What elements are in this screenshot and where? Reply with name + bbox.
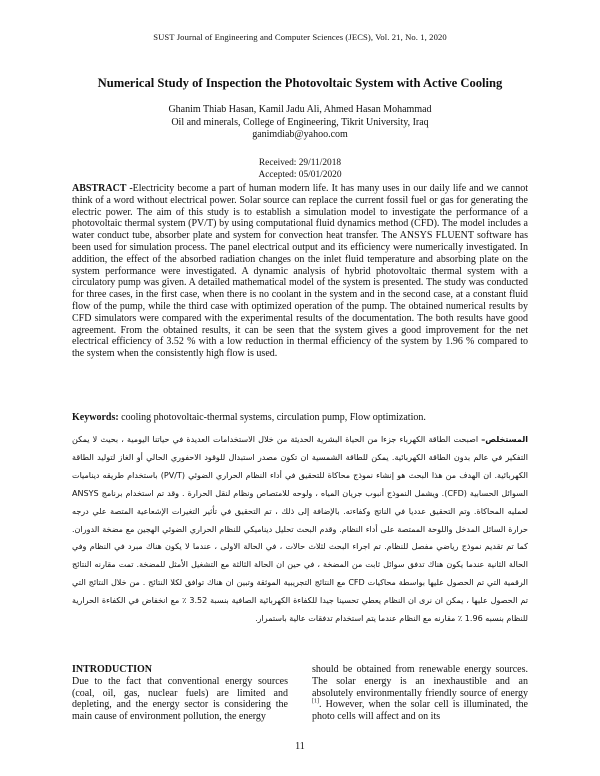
keywords-text: cooling photovoltaic-thermal systems, circulation pump, Flow optimization.	[118, 412, 426, 423]
author-affiliation: Oil and minerals, College of Engineering, Tikrit University, Iraq	[171, 116, 429, 128]
intro-right-text-2: . However, when the solar cell is illuminated, the photo cells will affect and on its	[312, 699, 528, 723]
intro-left-text: Due to the fact that conventional energy sources (coal, oil, gas, nuclear fuels) are limited and depleting, and the energy sector is considering the main cause of environment pollution, the energy	[72, 675, 288, 723]
citation-ref[interactable]: [1]	[312, 699, 319, 706]
journal-header: SUST Journal of Engineering and Computer Sciences (JECS), Vol. 21, No. 1, 2020	[153, 32, 447, 42]
author-block	[90, 104, 510, 142]
paper-title: Numerical Study of Inspection the Photovoltaic System with Active Cooling	[97, 76, 503, 90]
arabic-abstract	[72, 431, 528, 628]
received-date: Received: 29/11/2018	[258, 158, 342, 168]
abstract	[72, 183, 528, 360]
keywords	[72, 412, 528, 424]
intro-right-column	[312, 664, 528, 723]
keywords-label: Keywords:	[72, 412, 119, 423]
abstract-label: ABSTRACT -	[72, 183, 133, 194]
arabic-abstract-label: المستخلص–	[481, 435, 528, 444]
intro-left-column	[72, 664, 288, 723]
accepted-date: Accepted: 05/01/2020	[258, 170, 342, 180]
abstract-text: Electricity become a part of human modern life. It has many uses in our daily life and we cannot think of a word without electrical power. Solar source can replace the current fossil fuel or gas for generating the electric power. The aim of this study is to establish a simulation model to investigate the performance of a photovoltaic thermal system (PV/T) by using computational fluid dynamics method (CFD). The model includes a water conduct tube, absorber plate and system for convection heat transfer. The ANSYS FLUENT software has been used for simulation process. The panel electrical output and its efficiency were numerically investigated. In addition, the effect of the absorbed radiation changes on the inlet fluid temperature and absorbing plate on the system performance were investigated. A dynamic analysis of hybrid photovoltaic thermal system with a circulatory pump was given. A detailed mathematical model of the system is presented. The study was conducted for three cases, in the first case, when there is no coolant in the system and in the second case, at a constant fluid flow of the pump, while the third case with optimized operation of the pump. The obtained numerical results by CFD simulators were compared with the experimental results of the documentation. The both results have good agreement. From the obtained results, it can be seen that the system gives a good improvement for the net electrical efficiency of 3.52 % with a low reduction in thermal efficiency of the system by 1.96 % compared to the system when the consistently high flow is used.	[72, 183, 529, 360]
introduction-heading: INTRODUCTION	[72, 664, 153, 675]
author-email: ganimdiab@yahoo.com	[252, 129, 348, 140]
page-number: 11	[295, 741, 305, 752]
date-block	[180, 157, 420, 181]
author-names: Ghanim Thiab Hasan, Kamil Jadu Ali, Ahmed Hasan Mohammad	[168, 104, 432, 115]
intro-right-text-1: should be obtained from renewable energy sources. The solar energy is an inexhaustible and an absolutely environmentally friendly source of energy	[312, 664, 528, 699]
arabic-abstract-text: اصبحت الطاقة الكهرباء جزءا من الحياة البشرية الحديثة من خلال الاستخدامات العديدة في حياتنا اليومية ، بحيث لا يمكن التفكير في عالم بدون الطاقة الكهربائية. يمكن للطاقة الشمسية ان تكون مصدر استبدال للوقود الاحفوري الحالي أو الغاز لتوليد الطاقة الكهربائية. ان الهدف من هذا البحث هو إنشاء نموذج محاكاة للتحقيق في أداء النظام الحراري الضوئي (PV/T) باستخدام طريقه ديناميات السوائل الحسابية (CFD). ويشمل النموذج أنبوب جريان المياه ، ولوحه للامتصاص ونظام لنقل الحرارة . وقد تم استخدام برنامج ANSYS لعمليه المحاكاة. وتم التحقيق عدديا في الناتج وكفاءته. بالإضافة إلى ذلك ، تم التحقيق في تأثير التغيرات الإشعاعية المتصة علي درجه حرارة السائل المدخل واللوحة الممتصة على أداء النظام. وقدم البحث تحليل ديناميكي للنظام الحراري الضوئي الهجين مع مضخة الدوران. كما تم تقديم نموذج رياضي مفصل للنظام. تم اجراء البحث لثلاث حالات ، في الحالة الاولى ، عندما لا يكون هناك مبرد في النظام وفي الحالة الثانية عندما يكون هناك تدفق سوائل ثابت من المضخة ، في حين ان الحالة الثالثة مع التشغيل الأمثل للمضخة. تمت مقارنه النتائج الرقمية التي تم الحصول عليها بواسطة محاكيات CFD مع النتائج التجريبية الموثقة وتبين ان هناك توافق لكلا النتائج . من خلال النتائج التي تم الحصول عليها ، يمكن ان نرى ان النظام يعطي تحسينا جيدا للكفاءة الكهربائية الصافية بنسبة 3.52 ٪ مع انخفاض في الكفاءة الحرارية للنظام بنسبه 1.96 ٪ مقارنه مع النظام عندما يتم استخدام تدفقات عالية باستمرار.	[72, 435, 529, 624]
